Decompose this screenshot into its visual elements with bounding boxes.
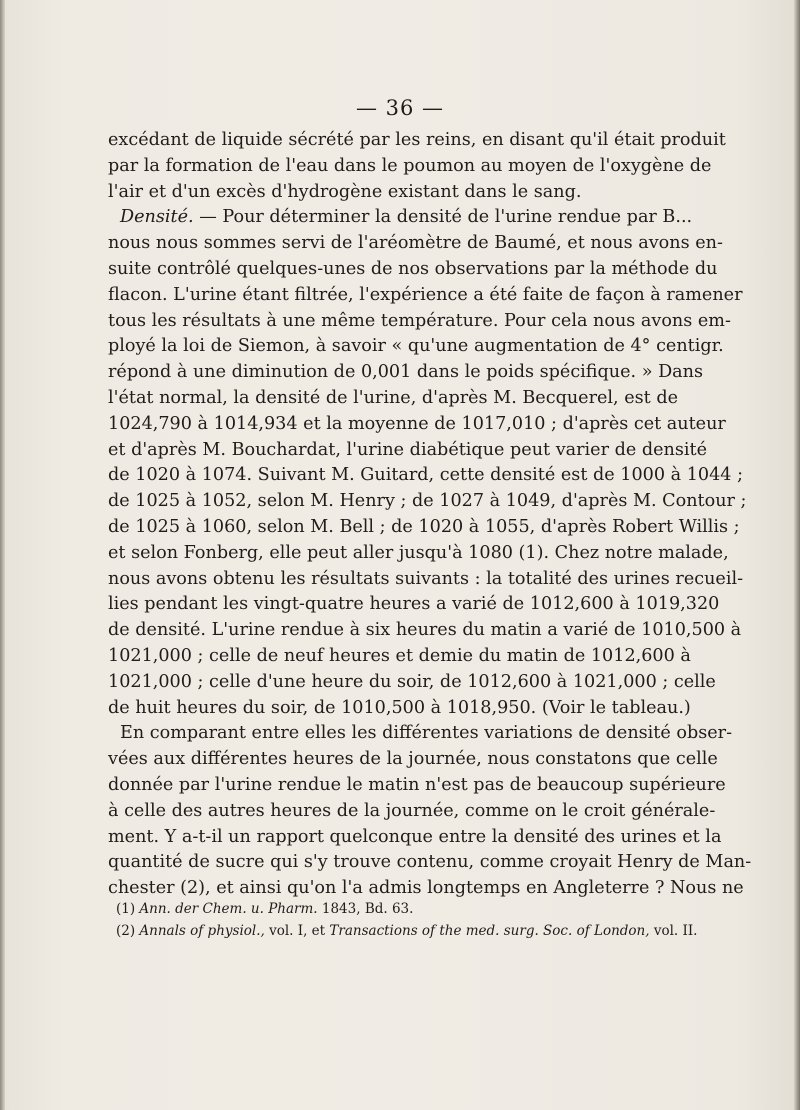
text-line: à celle des autres heures de la journée, comme on le croit générale- [108,800,716,821]
text-line: nous nous sommes servi de l'aréomètre de Baumé, et nous avons en- [108,233,723,254]
text-line: de huit heures du soir, de 1010,500 à 1018,950. (Voir le tableau.) [108,697,691,718]
footnote-marker: (2) [116,923,136,939]
footnotes [116,898,698,942]
footnote-source: Annals of physiol., [139,923,265,939]
text-line: 1024,790 à 1014,934 et la moyenne de 1017,010 ; d'après cet auteur [108,413,726,434]
text-line: et selon Fonberg, elle peut aller jusqu'à 1080 (1). Chez notre malade, [108,542,729,563]
text-line: tous les résultats à une même température. Pour cela nous avons em- [108,310,731,331]
text-line: par la formation de l'eau dans le poumon au moyen de l'oxygène de [108,155,712,176]
footnote-source: Transactions of the med. surg. Soc. of London, [329,923,650,939]
text-line: flacon. L'urine étant filtrée, l'expérience a été faite de façon à ramener [108,284,743,305]
page-number: — 36 — [355,96,445,120]
text-line: répond à une diminution de 0,001 dans le poids spécifique. » Dans [108,362,704,383]
text-line: l'air et d'un excès d'hydrogène existant dans le sang. [108,181,582,202]
text-line: donnée par l'urine rendue le matin n'est pas de beaucoup supérieure [108,774,726,795]
footnote-1 [116,898,672,920]
text-line: vées aux différentes heures de la journée, nous constatons que celle [108,749,718,770]
footnote-text: vol. I, et [269,923,326,939]
text-line: suite contrôlé quelques-unes de nos observations par la méthode du [108,258,718,279]
density-heading: Densité. [120,207,194,228]
body-text [108,128,752,902]
text-line: chester (2), et ainsi qu'on l'a admis longtemps en Angleterre ? Nous ne [108,878,744,899]
text-line: de 1020 à 1074. Suivant M. Guitard, cette densité est de 1000 à 1044 ; [108,465,743,486]
page-right-edge [794,0,800,1110]
text-line: ment. Y a-t-il un rapport quelconque entre la densité des urines et la [108,826,722,847]
text-line: l'état normal, la densité de l'urine, d'après M. Becquerel, est de [108,387,678,408]
text-line: En comparant entre elles les différentes variations de densité obser- [120,723,733,744]
page-left-edge [0,0,5,1110]
text-line: de densité. L'urine rendue à six heures du matin a varié de 1010,500 à [108,620,742,641]
text-line: quantité de sucre qui s'y trouve contenu, comme croyait Henry de Man- [108,852,752,873]
footnote-source: Ann. der Chem. u. Pharm. [139,901,318,917]
text-line-density [108,205,693,231]
footnote-2 [116,920,698,942]
text-line: 1021,000 ; celle d'une heure du soir, de 1012,600 à 1021,000 ; celle [108,671,716,692]
text-line: nous avons obtenu les résultats suivants : la totalité des urines recueil- [108,568,744,589]
text-line: de 1025 à 1052, selon M. Henry ; de 1027 à 1049, d'après M. Contour ; [108,491,747,512]
footnote-marker: (1) [116,901,136,917]
text-line: excédant de liquide sécrété par les reins, en disant qu'il était produit [108,130,726,150]
footnote-text: vol. II. [653,923,698,939]
text-line: de 1025 à 1060, selon M. Bell ; de 1020 à 1055, d'après Robert Willis ; [108,516,740,537]
text-line: lies pendant les vingt-quatre heures a varié de 1012,600 à 1019,320 [108,594,720,615]
text-line: 1021,000 ; celle de neuf heures et demie du matin de 1012,600 à [108,645,691,666]
text-line: et d'après M. Bouchardat, l'urine diabétique peut varier de densité [108,439,707,460]
text-line: ployé la loi de Siemon, à savoir « qu'une augmentation de 4° centigr. [108,336,724,357]
text-line-fragment: — Pour déterminer la densité de l'urine rendue par B... [199,207,693,228]
footnote-text: 1843, Bd. 63. [321,901,414,917]
